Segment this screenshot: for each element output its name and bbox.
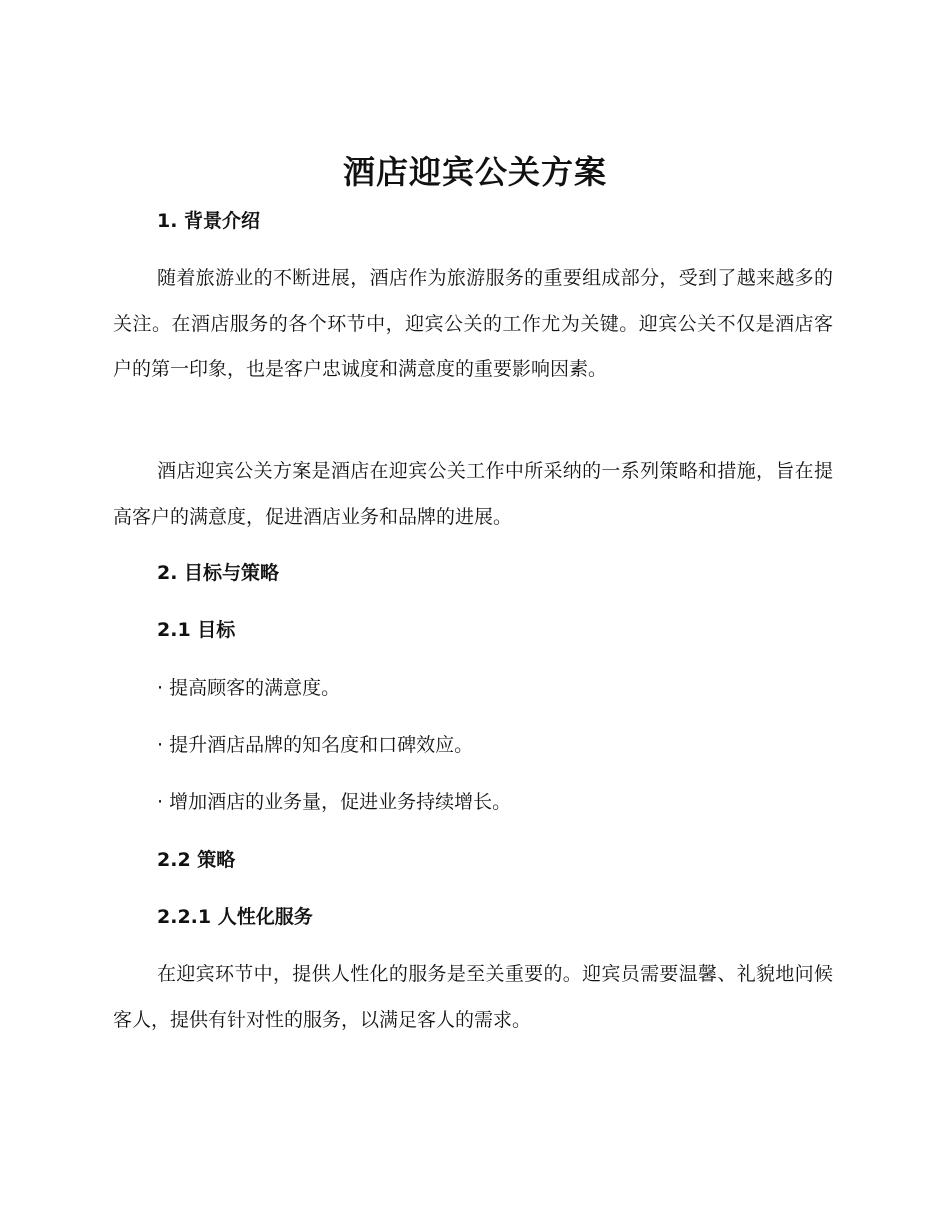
heading-background: 1. 背景介绍 [157,210,261,232]
heading-goals: 2.1 目标 [157,619,236,641]
goal-item: · 增加酒店的业务量，促进业务持续增长。 [157,791,512,813]
heading-strategy: 2.2 策略 [157,849,236,871]
document-title: 酒店迎宾公关方案 [342,153,607,191]
heading-personalized-service: 2.2.1 人性化服务 [157,906,313,928]
paragraph-background-1: 随着旅游业的不断进展，酒店作为旅游服务的重要组成部分，受到了越来越多的关注。在酒店服务的各个环节中，迎宾公关的工作尤为关键。迎宾公关不仅是酒店客户的第一印象，也是客户忠诚度和满意度的重要影响因素。 [113,267,833,380]
heading-goals-strategy: 2. 目标与策略 [157,562,280,584]
paragraph-background-2: 酒店迎宾公关方案是酒店在迎宾公关工作中所采纳的一系列策略和措施，旨在提高客户的满意度，促进酒店业务和品牌的进展。 [113,460,833,528]
goal-item: · 提升酒店品牌的知名度和口碑效应。 [157,734,474,756]
paragraph-personalized-service: 在迎宾环节中，提供人性化的服务是至关重要的。迎宾员需要温馨、礼貌地问候客人，提供有针对性的服务，以满足客人的需求。 [113,963,833,1031]
goal-item: · 提高顾客的满意度。 [157,677,341,699]
